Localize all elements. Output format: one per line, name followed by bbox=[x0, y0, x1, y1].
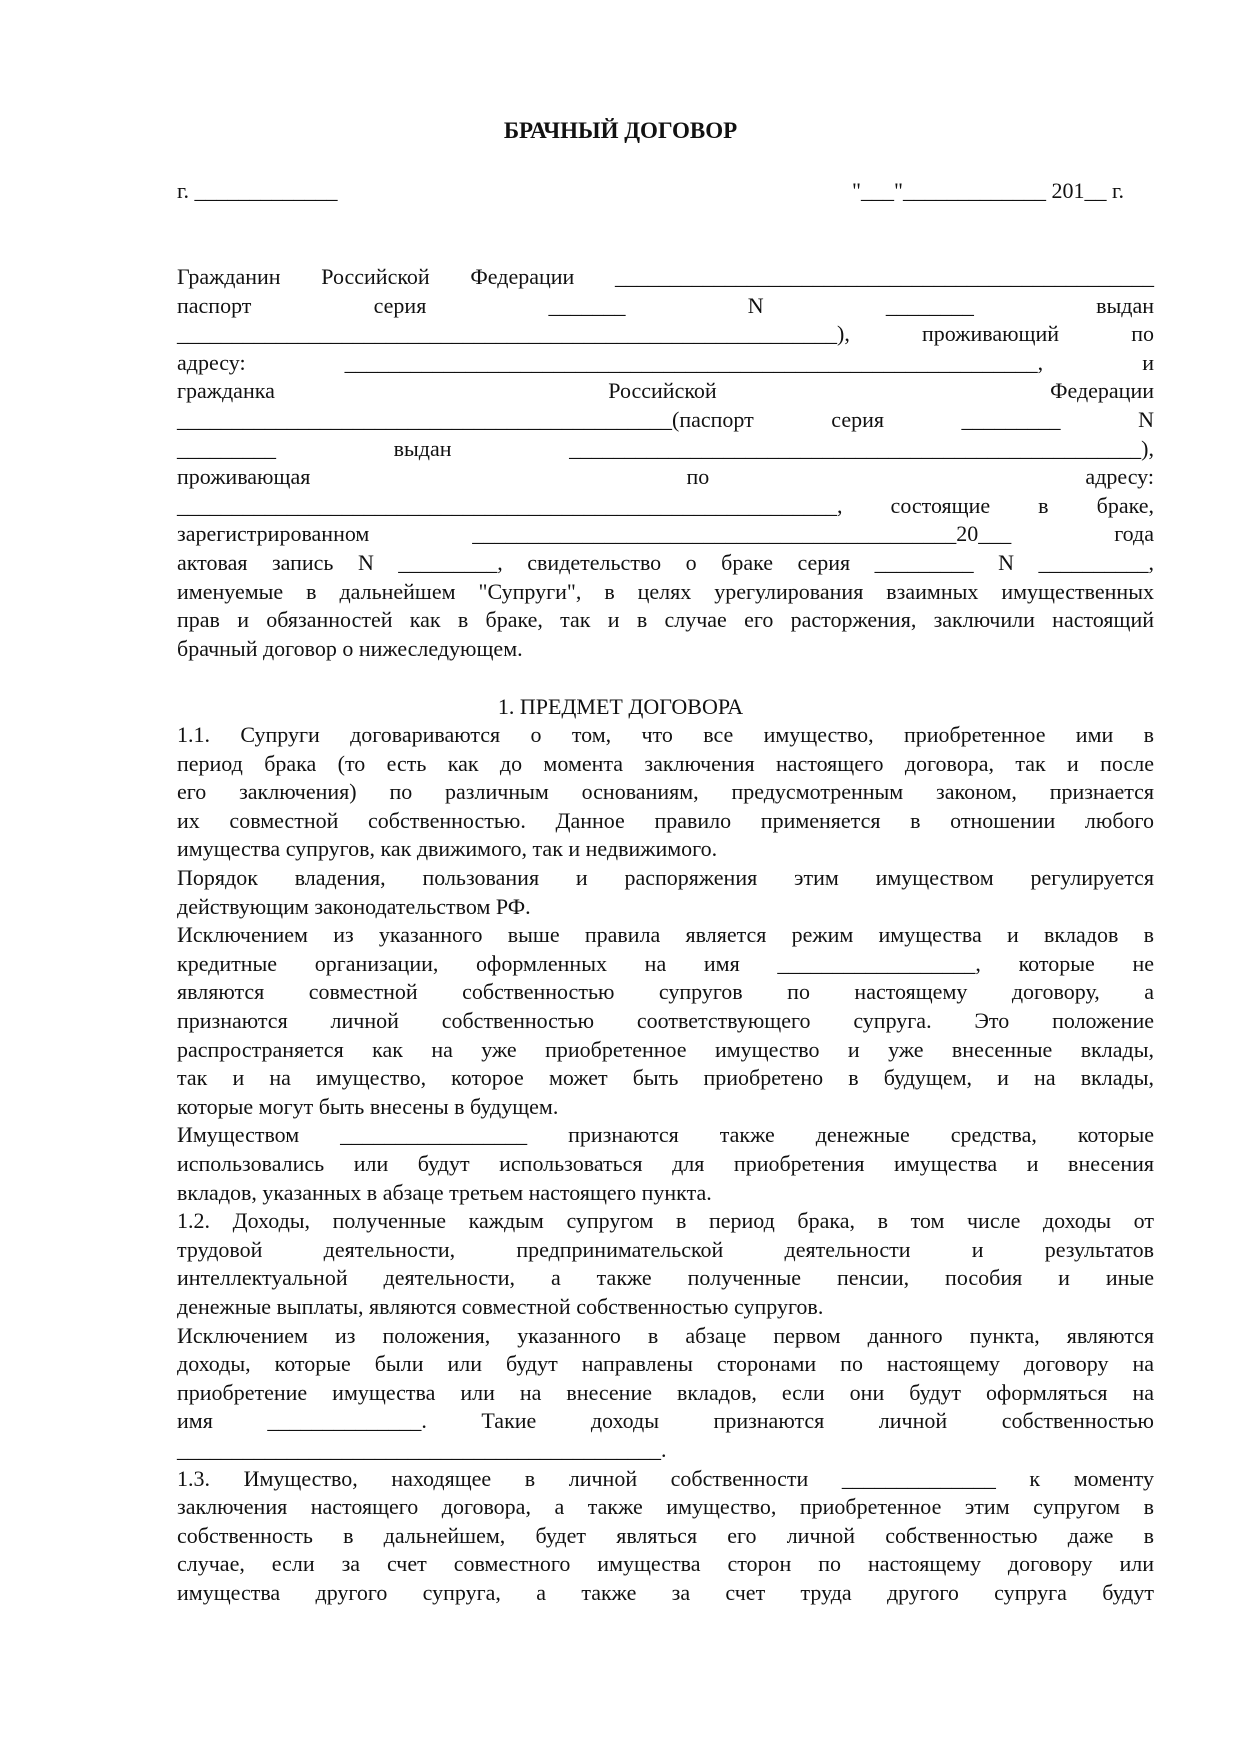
section1-line: заключения настоящего договора, а также имущество, приобретенное этим супругом в bbox=[177, 1494, 1154, 1520]
section1-line: Порядок владения, пользования и распоряжения этим имуществом регулируется bbox=[177, 865, 1154, 890]
section1-line: интеллектуальной деятельности, а также полученные пенсии, пособия и иные bbox=[177, 1265, 1154, 1291]
section1-line: которые могут быть внесены в будущем. bbox=[177, 1093, 559, 1119]
date-field: "___"_____________ 201__ г. bbox=[851, 178, 1124, 203]
document-title: БРАЧНЫЙ ДОГОВОР bbox=[503, 118, 738, 143]
preamble-line: зарегистрированном ____________________________________________20___ года bbox=[177, 521, 1154, 547]
section1-line: доходы, которые были или будут направлены сторонами по настоящему договору на bbox=[177, 1351, 1154, 1377]
preamble-line: брачный договор о нижеследующем. bbox=[177, 635, 523, 661]
preamble-line: адресу: _______________________________________________________________, и bbox=[177, 349, 1154, 375]
preamble-line: ____________________________________________________________, состоящие в браке, bbox=[177, 492, 1154, 518]
section1-line: ____________________________________________. bbox=[177, 1437, 667, 1462]
section1-line: имущества другого супруга, а также за счет труда другого супруга будут bbox=[177, 1580, 1154, 1605]
section1-line: кредитные организации, оформленных на имя __________________, которые не bbox=[177, 950, 1154, 976]
preamble-line: именуемые в дальнейшем "Супруги", в целях урегулирования взаимных имущественных bbox=[177, 578, 1154, 604]
section1-line: случае, если за счет совместного имущества сторон по настоящему договору или bbox=[177, 1551, 1154, 1577]
section1-line: его заключения) по различным основаниям, предусмотренным законом, признается bbox=[177, 779, 1154, 805]
section-1-heading: 1. ПРЕДМЕТ ДОГОВОРА bbox=[497, 694, 744, 719]
preamble-line: прав и обязанностей как в браке, так и в случае его расторжения, заключили настоящий bbox=[177, 607, 1154, 633]
preamble-line: гражданка Российской Федерации bbox=[177, 378, 1154, 404]
section1-line: приобретение имущества или на внесение вкладов, если они будут оформляться на bbox=[177, 1379, 1154, 1405]
section1-line: использовались или будут использоваться для приобретения имущества и внесения bbox=[177, 1151, 1154, 1176]
preamble-line: актовая запись N _________, свидетельство о браке серия _________ N __________, bbox=[177, 550, 1154, 575]
section1-line: имущества супругов, как движимого, так и недвижимого. bbox=[177, 836, 718, 862]
date-place-line bbox=[177, 176, 1154, 205]
section1-line: Имуществом _________________ признаются также денежные средства, которые bbox=[177, 1122, 1154, 1148]
section1-line: действующим законодательством РФ. bbox=[177, 893, 531, 919]
section1-line: период брака (то есть как до момента заключения настоящего договора, так и после bbox=[177, 750, 1154, 776]
preamble-line: _____________________________________________(паспорт серия _________ N bbox=[177, 407, 1154, 432]
section1-line: так и на имущество, которое может быть приобретено в будущем, и на вклады, bbox=[177, 1065, 1154, 1091]
section1-line: вкладов, указанных в абзаце третьем настоящего пункта. bbox=[177, 1179, 712, 1205]
section1-line: денежные выплаты, являются совместной собственностью супругов. bbox=[177, 1294, 824, 1319]
preamble-line: проживающая по адресу: bbox=[177, 464, 1154, 490]
section1-line: являются совместной собственностью супругов по настоящему договору, а bbox=[177, 979, 1154, 1005]
preamble-line: ____________________________________________________________), проживающий по bbox=[177, 321, 1154, 347]
section1-line: признаются личной собственностью соответствующего супруга. Это положение bbox=[177, 1008, 1154, 1033]
section1-line: 1.1. Супруги договариваются о том, что все имущество, приобретенное ими в bbox=[177, 722, 1154, 747]
section1-line: имя ______________. Такие доходы признаются личной собственностью bbox=[177, 1408, 1154, 1434]
section1-line: собственность в дальнейшем, будет являться его личной собственностью даже в bbox=[177, 1522, 1154, 1548]
section1-line: 1.2. Доходы, полученные каждым супругом в период брака, в том числе доходы от bbox=[177, 1208, 1154, 1234]
preamble-line: паспорт серия _______ N ________ выдан bbox=[177, 292, 1154, 318]
section1-line: 1.3. Имущество, находящее в личной собственности ______________ к моменту bbox=[177, 1465, 1154, 1491]
section1-line: Исключением из указанного выше правила является режим имущества и вкладов в bbox=[177, 922, 1154, 948]
section1-line: трудовой деятельности, предпринимательской деятельности и результатов bbox=[177, 1236, 1154, 1262]
section1-line: распространяется как на уже приобретенное имущество и уже внесенные вклады, bbox=[177, 1036, 1154, 1062]
preamble-line: _________ выдан ____________________________________________________), bbox=[177, 435, 1154, 461]
section1-line: их совместной собственностью. Данное правило применяется в отношении любого bbox=[177, 807, 1154, 833]
preamble-line: Гражданин Российской Федерации _________________________________________________ bbox=[177, 264, 1154, 289]
place-field: г. _____________ bbox=[177, 178, 338, 203]
section1-line: Исключением из положения, указанного в абзаце первом данного пункта, являются bbox=[177, 1322, 1154, 1348]
